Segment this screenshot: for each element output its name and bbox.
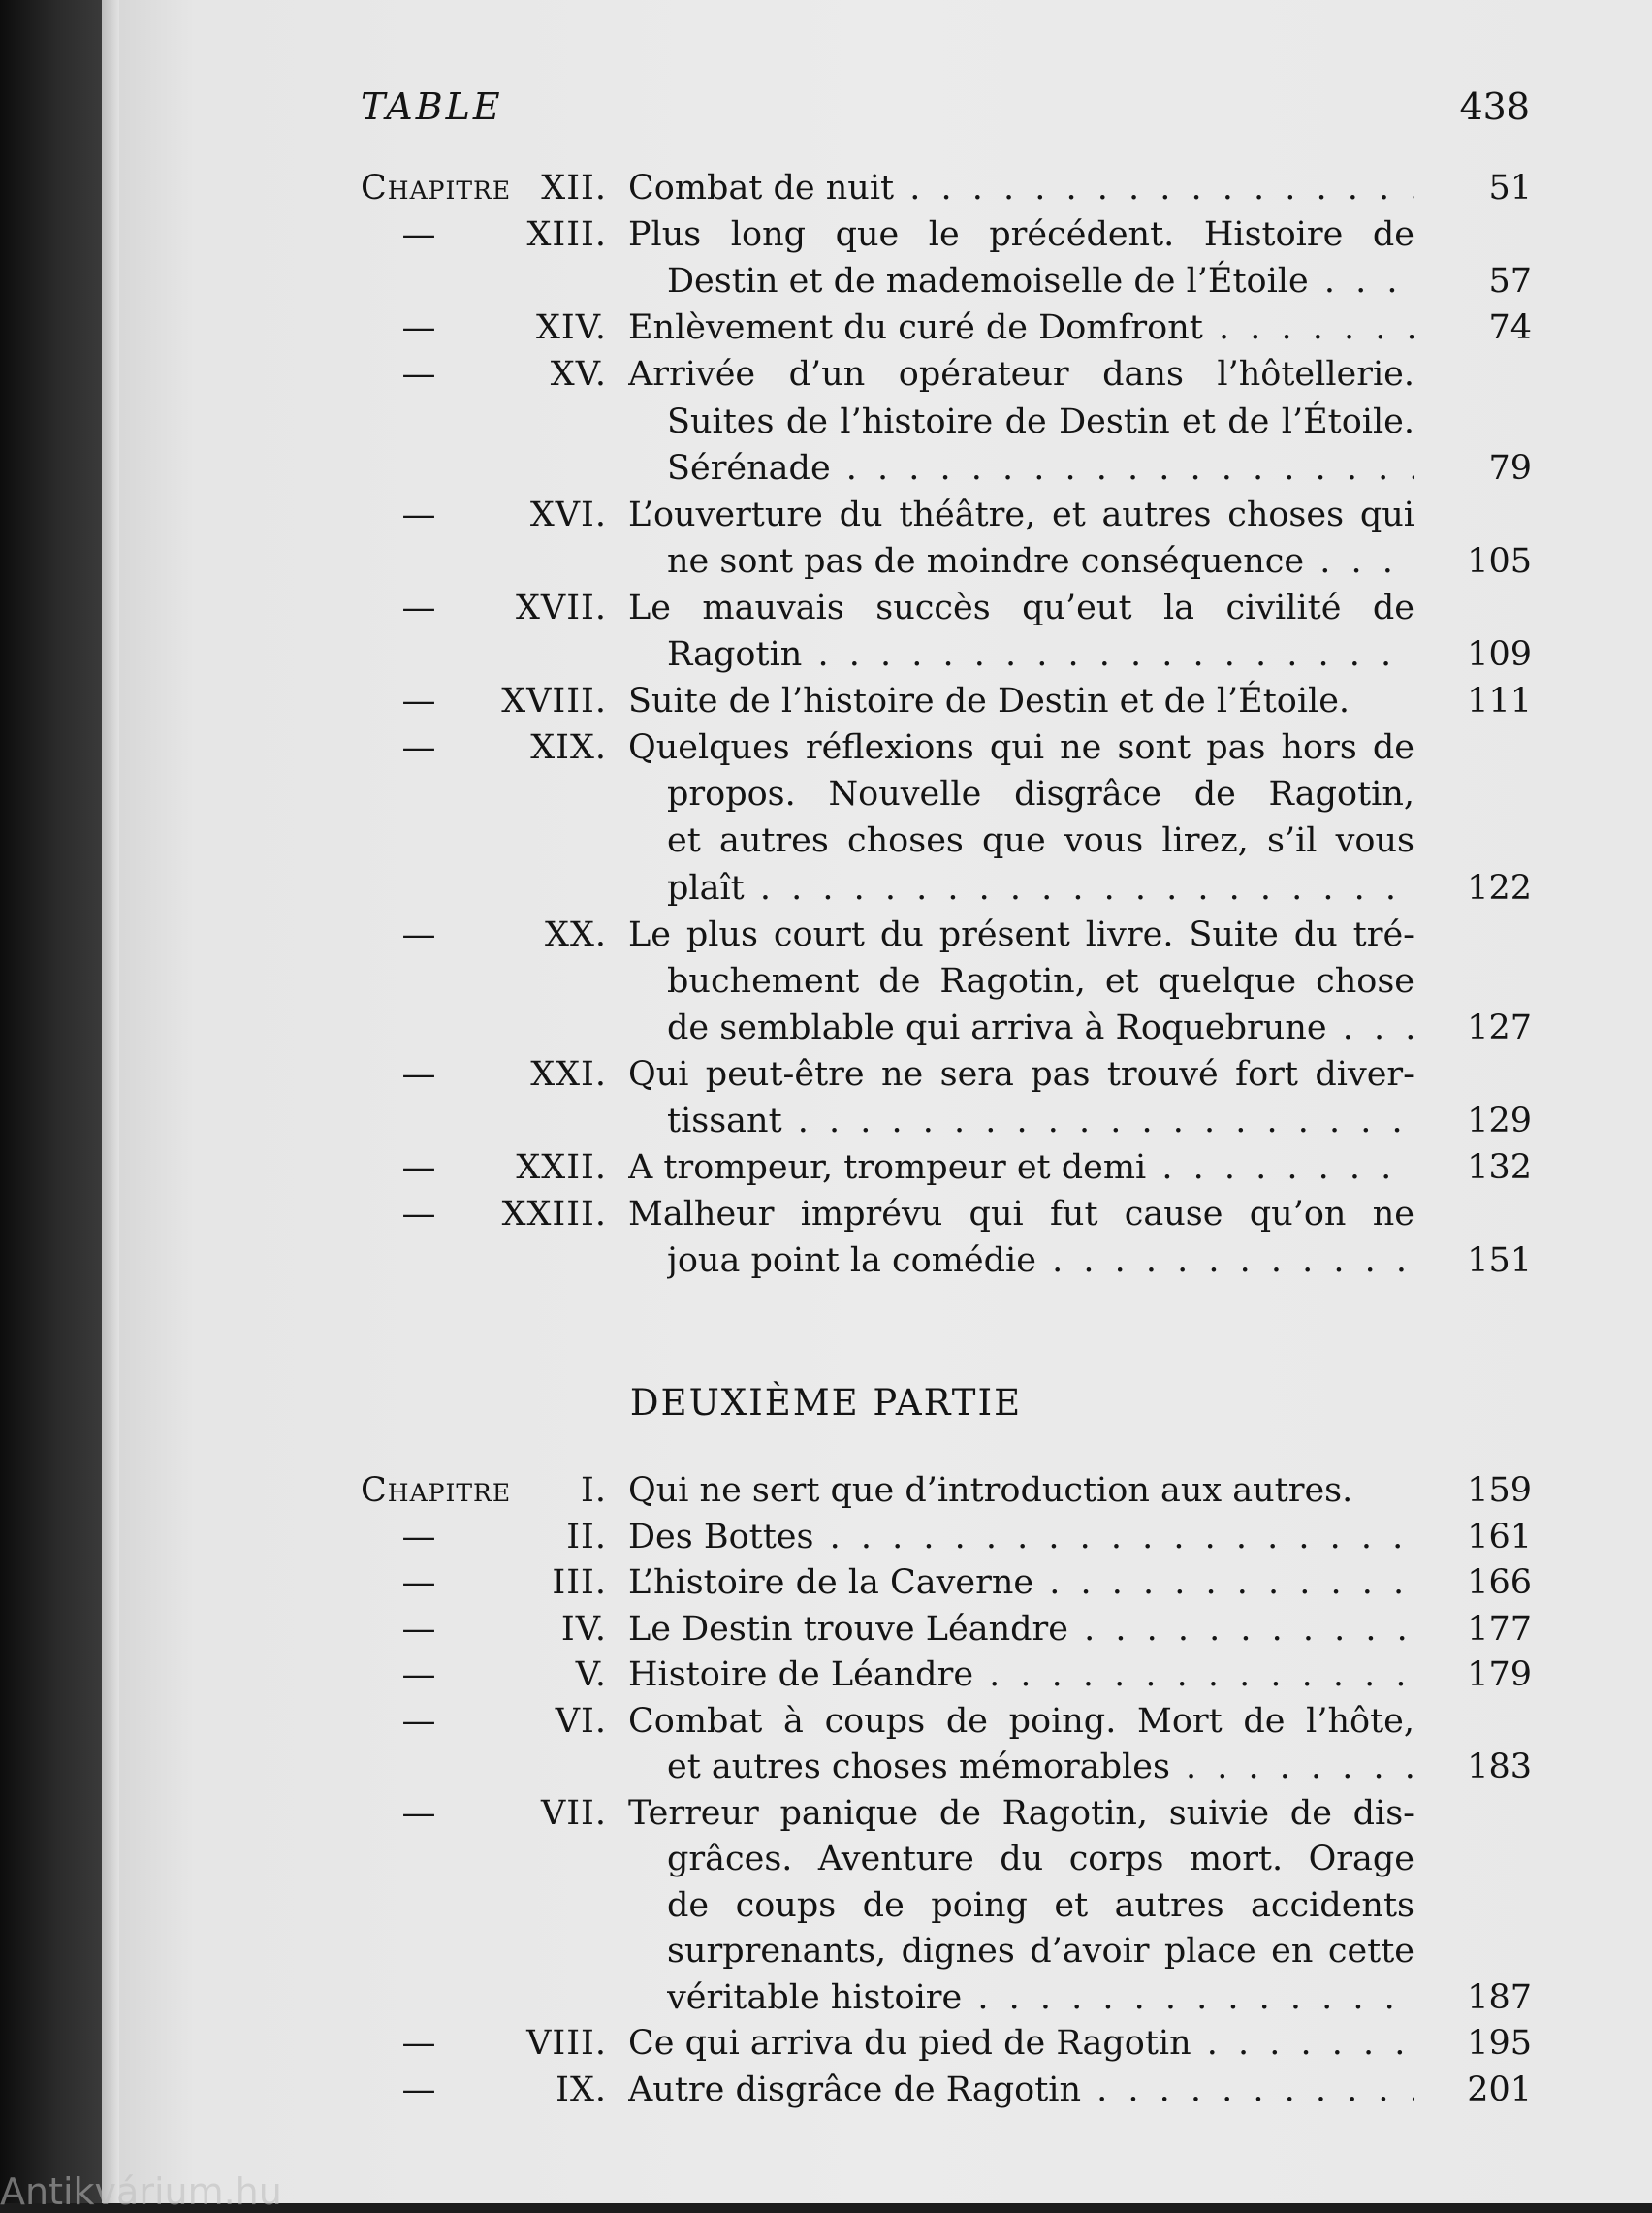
chapter-title: de semblable qui arriva à Roquebrune . . . [667,1005,1414,1051]
chapter-title: Enlèvement du curé de Domfront . . . [628,305,1414,351]
ditto-dash: — [401,1563,436,1602]
toc-line [0,678,1652,724]
chapter-title: A trompeur, trompeur et demi . . . [628,1144,1414,1191]
chapter-title: Le mauvais succès qu’eut la civilité de [628,588,1414,627]
chapter-number: VI. [555,1701,607,1741]
toc-line [0,1606,1652,1652]
chapter-number: IV. [560,1609,607,1649]
ditto-dash: — [401,728,436,768]
chapter-page: 127 [1467,1008,1532,1047]
toc-line [0,1191,1652,1237]
ditto-dash: — [401,2024,436,2063]
chapter-title: L’ouverture du théâtre, et autres choses qui [628,495,1414,534]
chapter-page: 195 [1467,2024,1532,2063]
toc-line [0,538,1652,585]
toc-line [0,585,1652,631]
toc-line [0,1098,1652,1144]
chapter-page: 51 [1488,169,1532,208]
chapter-title: Combat de nuit . . . [628,165,1414,211]
chapter-title: Destin et de mademoiselle de l’Étoile . . . [667,258,1414,305]
chapter-number: XVIII. [501,682,607,722]
toc-line [0,2020,1652,2067]
running-title: TABLE [361,85,503,128]
ditto-dash: — [401,1793,436,1833]
chapter-number: XIV. [535,308,607,348]
ditto-dash: — [401,588,436,627]
chapter-page: 57 [1488,262,1532,302]
toc-line [0,211,1652,258]
toc-line [0,2067,1652,2113]
chapter-page: 105 [1467,541,1532,581]
chapter-number: XIII. [526,215,607,255]
chapter-page: 161 [1467,1517,1532,1556]
chapter-page: 79 [1488,448,1532,488]
toc-line [0,1836,1652,1882]
chapter-number: IX. [556,2069,607,2109]
toc-line [0,492,1652,538]
ditto-dash: — [401,495,436,534]
chapter-number: III. [552,1563,607,1602]
chapter-page: 132 [1467,1148,1532,1188]
chapter-number: XX. [545,914,607,954]
toc-line [0,1790,1652,1837]
chapter-title: Autre disgrâce de Ragotin . . . [628,2067,1414,2113]
chapter-title: tissant . . . [667,1098,1414,1144]
toc-line [0,631,1652,678]
chapter-number: XII. [541,169,607,208]
ditto-dash: — [401,308,436,348]
chapter-title: plaît . . . [667,865,1414,912]
watermark: Antikvárium.hu [0,2170,282,2213]
chapter-title: surprenants, dignes d’avoir place en cette [667,1932,1414,1971]
ditto-dash: — [401,1054,436,1094]
chapter-page: 183 [1467,1748,1532,1786]
toc-line [0,1559,1652,1606]
toc-line [0,1882,1652,1929]
chapter-title: Arrivée d’un opérateur dans l’hôtellerie. [628,355,1414,395]
toc-line [0,258,1652,305]
toc-line [0,351,1652,398]
chapter-title: Terreur panique de Ragotin, suivie de dis- [628,1793,1414,1833]
chapter-title: Sérénade . . . [667,445,1414,492]
chapter-title: Plus long que le précédent. Histoire de [628,215,1414,255]
toc-line [0,445,1652,492]
chapter-number: XVI. [529,495,607,534]
chapter-page: 151 [1467,1241,1532,1281]
chapter-title: véritable histoire . . . [667,1974,1414,2021]
ditto-dash: — [401,1655,436,1694]
toc-line [0,1005,1652,1051]
chapter-number: XV. [550,355,607,395]
chapter-title: Qui ne sert que d’introduction aux autres. [628,1471,1353,1510]
ditto-dash: — [401,914,436,954]
chapter-number: XXIII. [501,1195,607,1235]
chapter-title: L’histoire de la Caverne . . . [628,1559,1414,1606]
chapter-title: Suite de l’histoire de Destin et de l’Étoile. [628,682,1350,722]
toc-line [0,1144,1652,1191]
toc-line [0,1514,1652,1560]
toc-line [0,724,1652,771]
chapter-number: XXII. [516,1148,607,1188]
chapter-title: Suites de l’histoire de Destin et de l’Étoile. [667,401,1414,441]
ditto-dash: — [401,2069,436,2109]
chapter-page: 122 [1467,868,1532,908]
chapter-title: Le Destin trouve Léandre . . . [628,1606,1414,1652]
toc-line [0,1698,1652,1745]
chapter-page: 109 [1467,635,1532,674]
chapter-title: ne sont pas de moindre conséquence . . . [667,538,1414,585]
chapter-page: 187 [1467,1977,1532,2017]
chapter-page: 129 [1467,1102,1532,1140]
toc-line [0,865,1652,912]
chapter-number: XVII. [516,588,607,627]
toc-line [0,1051,1652,1098]
ditto-dash: — [401,1195,436,1235]
chapter-title: Quelques réflexions qui ne sont pas hors de [628,728,1414,768]
chapter-number: V. [575,1655,607,1694]
ditto-dash: — [401,1517,436,1556]
toc-line [0,912,1652,958]
ditto-dash: — [401,682,436,722]
chapter-title: Ragotin . . . [667,631,1414,678]
toc-line [0,305,1652,351]
toc-line [0,399,1652,445]
toc-line [0,771,1652,818]
part-two-heading: DEUXIÈME PARTIE [629,1382,1023,1424]
chapter-number: VII. [540,1793,607,1833]
ditto-dash: — [401,1148,436,1188]
toc-line [0,1928,1652,1974]
ditto-dash: — [401,355,436,395]
chapter-title: Le plus court du présent livre. Suite du tré- [628,914,1414,954]
chapter-title: Histoire de Léandre . . . [628,1652,1414,1698]
chapter-page: 159 [1467,1471,1532,1510]
chapter-page: 111 [1467,682,1532,722]
chapter-title: de coups de poing et autres accidents [667,1885,1414,1925]
chapter-number: II. [566,1517,607,1556]
chapter-title: joua point la comédie . . . [667,1237,1414,1284]
chapter-page: 74 [1488,308,1532,348]
toc-line [0,1974,1652,2021]
chapter-page: 201 [1467,2069,1532,2109]
chapter-title: Qui peut-être ne sera pas trouvé fort diver- [628,1054,1414,1094]
ditto-dash: — [401,215,436,255]
chapter-label: Chapitre [361,169,512,208]
toc-line [0,818,1652,864]
chapter-number: XIX. [530,728,607,768]
ditto-dash: — [401,1609,436,1649]
toc-line [0,1237,1652,1284]
chapter-title: grâces. Aventure du corps mort. Orage [667,1840,1414,1878]
chapter-number: XXI. [530,1054,607,1094]
chapter-title: Des Bottes . . . [628,1514,1414,1560]
chapter-label: Chapitre [361,1471,512,1510]
chapter-title: Malheur imprévu qui fut cause qu’on ne [628,1195,1414,1235]
chapter-number: VIII. [526,2024,607,2063]
toc-line [0,165,1652,211]
chapter-title: Ce qui arriva du pied de Ragotin . . . [628,2020,1414,2067]
chapter-page: 179 [1467,1655,1532,1694]
chapter-title: Combat à coups de poing. Mort de l’hôte, [628,1701,1414,1741]
toc-line [0,1652,1652,1698]
chapter-page: 166 [1467,1563,1532,1602]
toc-line [0,958,1652,1005]
chapter-title: propos. Nouvelle disgrâce de Ragotin, [667,775,1414,815]
ditto-dash: — [401,1701,436,1741]
chapter-title: et autres choses mémorables . . . [667,1744,1414,1790]
chapter-title: et autres choses que vous lirez, s’il vous [667,821,1414,861]
chapter-number: I. [581,1471,607,1510]
chapter-page: 177 [1467,1609,1532,1649]
toc-line [0,1467,1652,1514]
page-number: 438 [1459,85,1530,128]
toc-line [0,1744,1652,1790]
chapter-title: buchement de Ragotin, et quelque chose [667,961,1414,1001]
